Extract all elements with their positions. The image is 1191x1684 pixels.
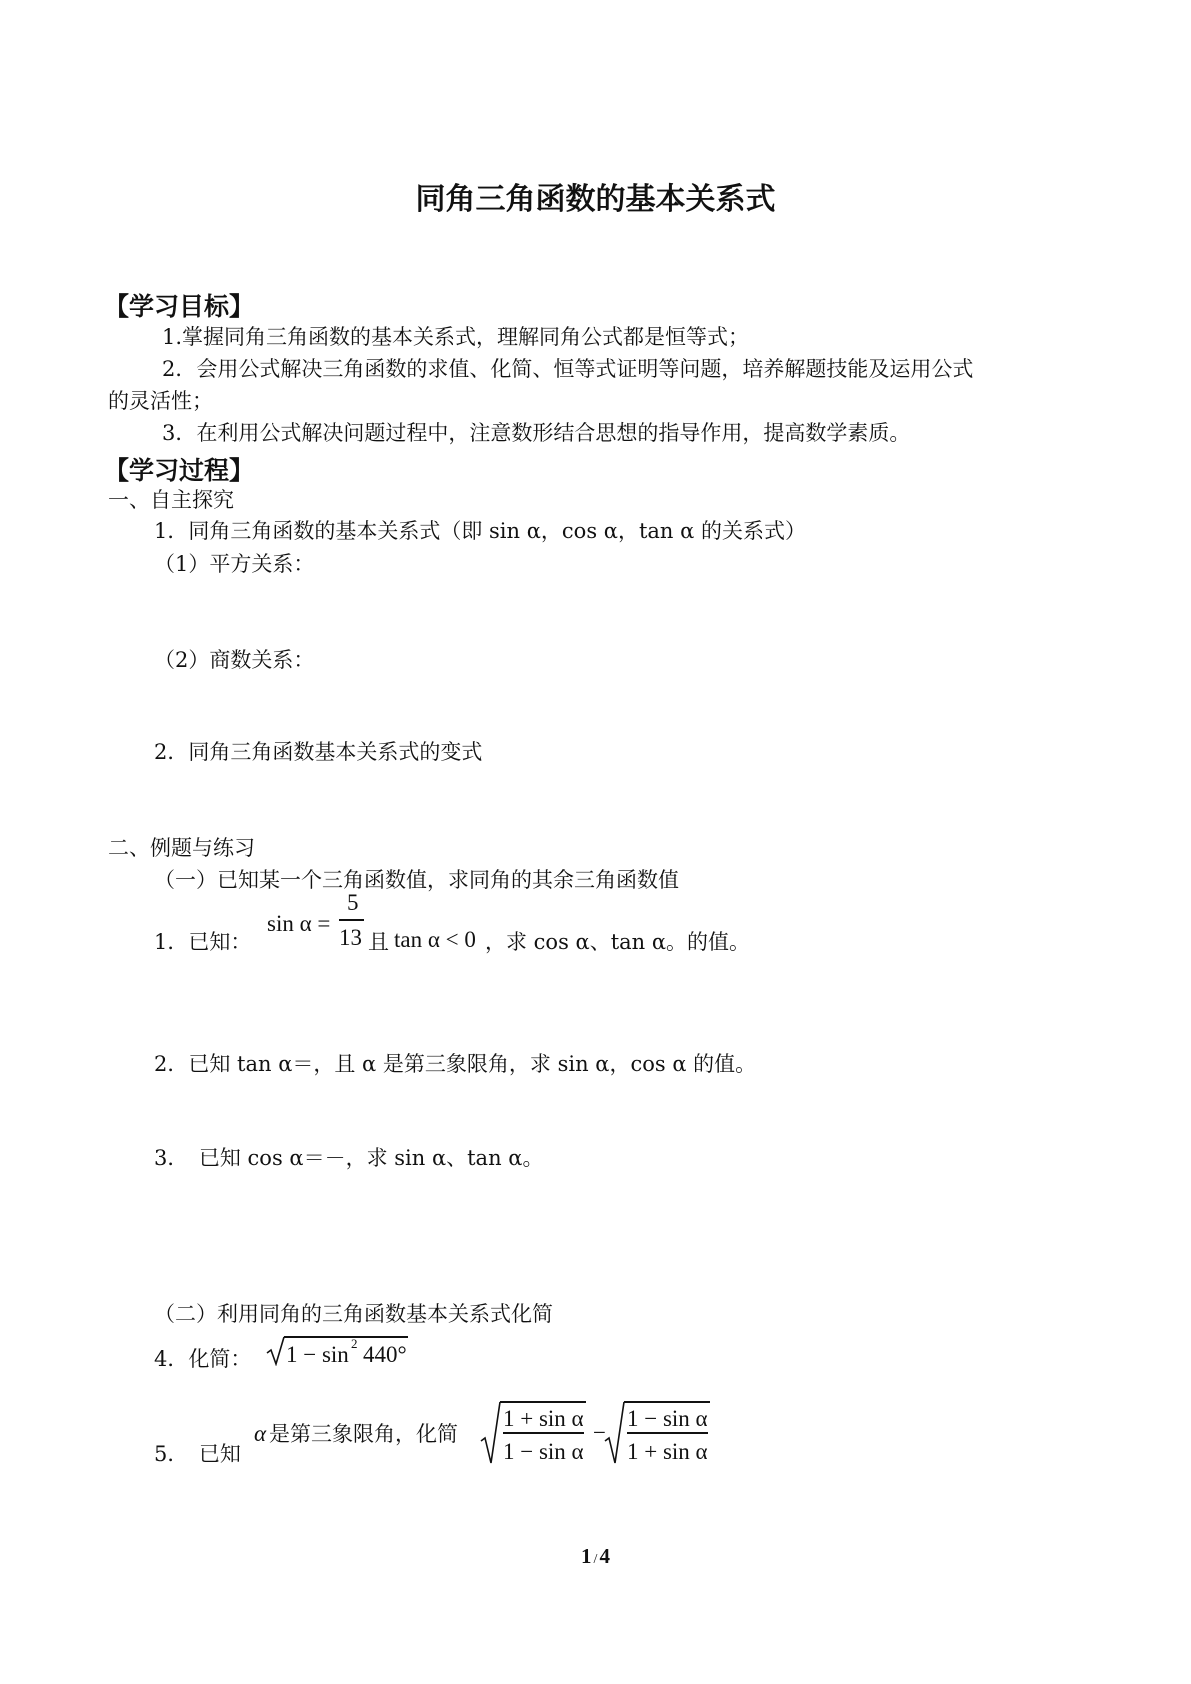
example-4-radical-bar xyxy=(284,1336,408,1338)
example-4-radicand: 1 − sin xyxy=(286,1342,349,1367)
example-1-rest: ，求 cos α、tan α。的值。 xyxy=(485,930,751,954)
goal-item-3: 3．在利用公式解决问题过程中，注意数形结合思想的指导作用，提高数学素质。 xyxy=(162,421,911,445)
example-5-alpha: α xyxy=(254,1421,267,1446)
example-5-denominator-2: 1 + sin α xyxy=(627,1439,708,1464)
page-number xyxy=(0,1544,1191,1569)
page-title: 同角三角函数的基本关系式 xyxy=(415,182,776,217)
explore-item-2: 2．同角三角函数基本关系式的变式 xyxy=(154,740,483,764)
example-5-fraction-bar-1 xyxy=(503,1432,584,1434)
group-2-heading: （二）利用同角的三角函数基本关系式化简 xyxy=(154,1302,553,1326)
explore-sub-1: （1）平方关系： xyxy=(154,552,315,576)
example-5-fraction-bar-2 xyxy=(627,1432,708,1434)
example-5-radical-2-bar xyxy=(624,1401,710,1403)
example-1-numerator: 5 xyxy=(347,890,359,915)
example-4-radical-sign xyxy=(266,1336,286,1366)
page-separator: / xyxy=(593,1552,598,1567)
example-1-label: 1．已知： xyxy=(154,930,252,954)
example-5-numerator-1: 1 + sin α xyxy=(503,1406,584,1431)
page-total: 4 xyxy=(599,1544,610,1568)
group-1-heading: （一）已知某一个三角函数值，求同角的其余三角函数值 xyxy=(154,868,679,892)
example-1-denominator: 13 xyxy=(339,925,362,950)
explore-item-1: 1．同角三角函数的基本关系式（即 sin α，cos α，tan α 的关系式） xyxy=(154,519,806,543)
process-heading: 【学习过程】 xyxy=(104,456,255,485)
example-2: 2．已知 tan α＝，且 α 是第三象限角，求 sin α，cos α 的值。 xyxy=(154,1052,757,1076)
example-4-exponent: 2 xyxy=(351,1336,358,1351)
example-5-radical-2-sign xyxy=(604,1401,626,1465)
goal-item-2-cont: 的灵活性； xyxy=(108,389,213,413)
example-1-and: 且 xyxy=(368,930,389,954)
example-5-text: 是第三象限角，化简 xyxy=(269,1422,458,1446)
section-2-heading: 二、例题与练习 xyxy=(108,836,255,860)
example-5-numerator-2: 1 − sin α xyxy=(627,1406,708,1431)
goal-item-2: 2．会用公式解决三角函数的求值、化简、恒等式证明等问题，培养解题技能及运用公式 xyxy=(162,357,974,381)
section-1-heading: 一、自主探究 xyxy=(108,488,234,512)
example-4-label: 4．化简： xyxy=(154,1347,252,1371)
explore-sub-2: （2）商数关系： xyxy=(154,648,315,672)
example-5-denominator-1: 1 − sin α xyxy=(503,1439,584,1464)
example-5-label: 5． 已知 xyxy=(154,1442,241,1466)
page-current: 1 xyxy=(581,1544,592,1568)
example-5-radical-1-bar xyxy=(500,1401,586,1403)
example-3: 3． 已知 cos α＝－，求 sin α、tan α。 xyxy=(154,1146,544,1170)
goal-item-1: 1.掌握同角三角函数的基本关系式，理解同角公式都是恒等式； xyxy=(162,325,750,349)
example-5-minus: − xyxy=(593,1420,606,1445)
example-1-fraction-bar xyxy=(339,919,364,921)
goals-heading: 【学习目标】 xyxy=(104,292,255,321)
example-5-radical-1-sign xyxy=(480,1401,502,1465)
example-1-sin-lhs: sin α = xyxy=(267,911,331,936)
example-1-condition: tan α < 0 xyxy=(394,927,476,952)
example-4-angle: 440° xyxy=(363,1342,407,1367)
